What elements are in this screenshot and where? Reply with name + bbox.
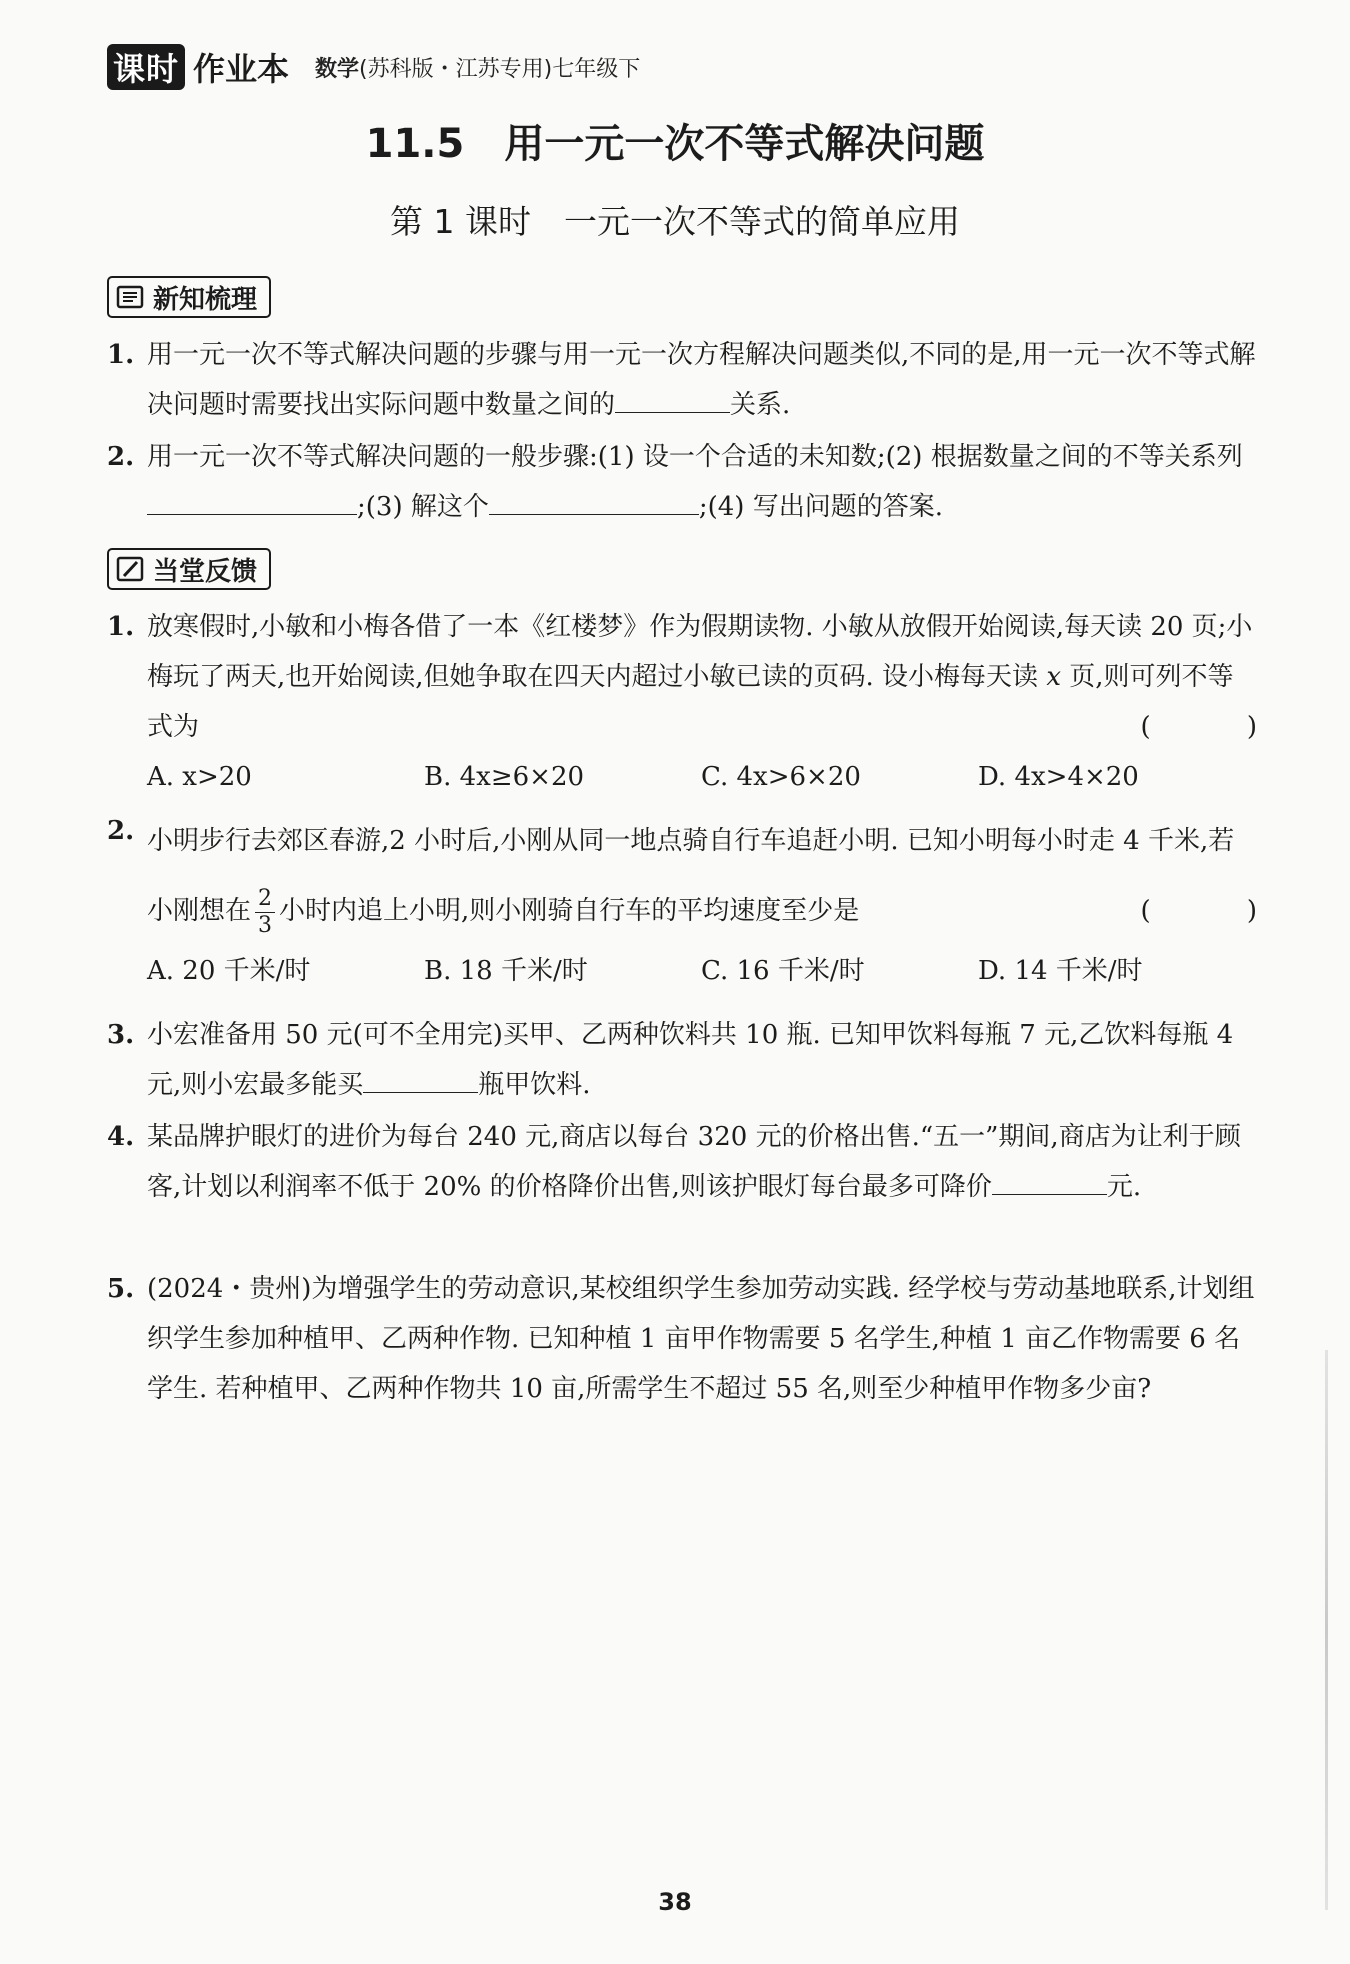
- question-number: 2.: [107, 816, 135, 846]
- question-text: 小宏准备用 50 元(可不全用完)买甲、乙两种饮料共 10 瓶. 已知甲饮料每瓶 7 元,乙饮料每瓶 4 元,则小宏最多能买: [147, 1020, 1234, 1100]
- fraction-numerator: 2: [255, 886, 275, 913]
- book-icon: [115, 283, 145, 311]
- answer-blank[interactable]: [147, 484, 357, 515]
- section-title: 11.5 用一元一次不等式解决问题: [365, 121, 985, 167]
- lesson-title: 第 1 课时 一元一次不等式的简单应用: [390, 202, 960, 241]
- question-text-end: 小时内追上小明,则小刚骑自行车的平均速度至少是: [279, 896, 860, 926]
- section-tag-new-knowledge: [107, 276, 271, 318]
- item-text-end: ;(4) 写出问题的答案.: [698, 492, 943, 522]
- subject: 数学: [315, 56, 360, 82]
- question-1: [107, 602, 1301, 802]
- question-2: [107, 806, 1301, 996]
- item-text-mid: ;(3) 解这个: [357, 492, 489, 522]
- question-text: 某品牌护眼灯的进价为每台 240 元,商店以每台 320 元的价格出售.“五一”期间,商店为让利于顾客,计划以利润率不低于 20% 的价格降价出售,则该护眼灯每台最多可降价: [147, 1122, 1241, 1202]
- answer-bracket[interactable]: ( ): [1140, 896, 1301, 926]
- logo: 课时: [107, 44, 185, 90]
- question-number: 4.: [107, 1122, 135, 1152]
- options-row: [147, 946, 1257, 996]
- item-text: 用一元一次不等式解决问题的步骤与用一元一次方程解决问题类似,不同的是,用一元一次不等式解决问题时需要找出实际问题中数量之间的: [147, 340, 1256, 420]
- option-c[interactable]: C. 4x>6×20: [701, 762, 861, 792]
- page-number: 38: [658, 1888, 692, 1916]
- option-a[interactable]: A. x>20: [147, 762, 252, 792]
- fraction-denominator: 3: [258, 912, 273, 938]
- question-number: 1.: [107, 612, 135, 642]
- question-text-end: 瓶甲饮料.: [478, 1070, 591, 1100]
- book-title: [315, 52, 640, 83]
- question-text-end: 元.: [1106, 1172, 1142, 1202]
- knowledge-item-2: [107, 432, 1257, 532]
- question-number: 5.: [107, 1274, 135, 1304]
- section-tag-classroom-feedback: [107, 548, 271, 590]
- option-b[interactable]: B. 18 千米/时: [424, 956, 588, 986]
- item-number: 1.: [107, 340, 135, 370]
- option-c[interactable]: C. 16 千米/时: [701, 956, 865, 986]
- pencil-icon: [115, 555, 145, 583]
- item-text-end: 关系.: [730, 390, 791, 420]
- answer-blank[interactable]: [363, 1062, 478, 1093]
- logo-subtitle: 作业本: [193, 50, 290, 88]
- edition: (苏科版・江苏专用)七年级下: [359, 56, 641, 82]
- question-number: 3.: [107, 1020, 135, 1050]
- question-text: 放寒假时,小敏和小梅各借了一本《红楼梦》作为假期读物. 小敏从放假开始阅读,每天读 20 页;小梅玩了两天,也开始阅读,但她争取在四天内超过小敏已读的页码. 设小梅每天读: [147, 612, 1253, 692]
- fraction: [255, 886, 275, 939]
- item-number: 2.: [107, 442, 135, 472]
- options-row: [147, 752, 1257, 802]
- option-a[interactable]: A. 20 千米/时: [147, 956, 311, 986]
- question-text: (2024・贵州)为增强学生的劳动意识,某校组织学生参加劳动实践. 经学校与劳动基地联系,计划组织学生参加种植甲、乙两种作物. 已知种植 1 亩甲作物需要 5 名学生,种植 1 亩乙作物需要 6 名学生. 若种植甲、乙两种作物共 10 亩,所需学生不超过 55 名,则至少种植甲作物多少亩?: [147, 1274, 1255, 1404]
- question-5: [107, 1264, 1257, 1414]
- variable: x: [1046, 662, 1061, 692]
- section-tag-label: 当堂反馈: [153, 556, 258, 587]
- option-b[interactable]: B. 4x≥6×20: [424, 762, 585, 792]
- page-header: [107, 42, 640, 92]
- section-tag-label: 新知梳理: [153, 284, 258, 315]
- option-d[interactable]: D. 4x>4×20: [978, 762, 1139, 792]
- question-4: [107, 1112, 1257, 1212]
- answer-bracket[interactable]: ( ): [1140, 712, 1301, 742]
- question-text-end: 页,则可列不等式为: [147, 662, 1234, 742]
- answer-blank[interactable]: [489, 484, 699, 515]
- item-text: 用一元一次不等式解决问题的一般步骤:(1) 设一个合适的未知数;(2) 根据数量之间的不等关系列: [147, 442, 1243, 472]
- knowledge-item-1: [107, 330, 1257, 430]
- question-text: 小明步行去郊区春游,2 小时后,小刚从同一地点骑自行车追赶小明. 已知小明每小时走 4 千米,若小刚想在: [147, 826, 1235, 926]
- question-3: [107, 1010, 1257, 1110]
- option-d[interactable]: D. 14 千米/时: [978, 956, 1143, 986]
- answer-blank[interactable]: [615, 382, 730, 413]
- answer-blank[interactable]: [992, 1164, 1107, 1195]
